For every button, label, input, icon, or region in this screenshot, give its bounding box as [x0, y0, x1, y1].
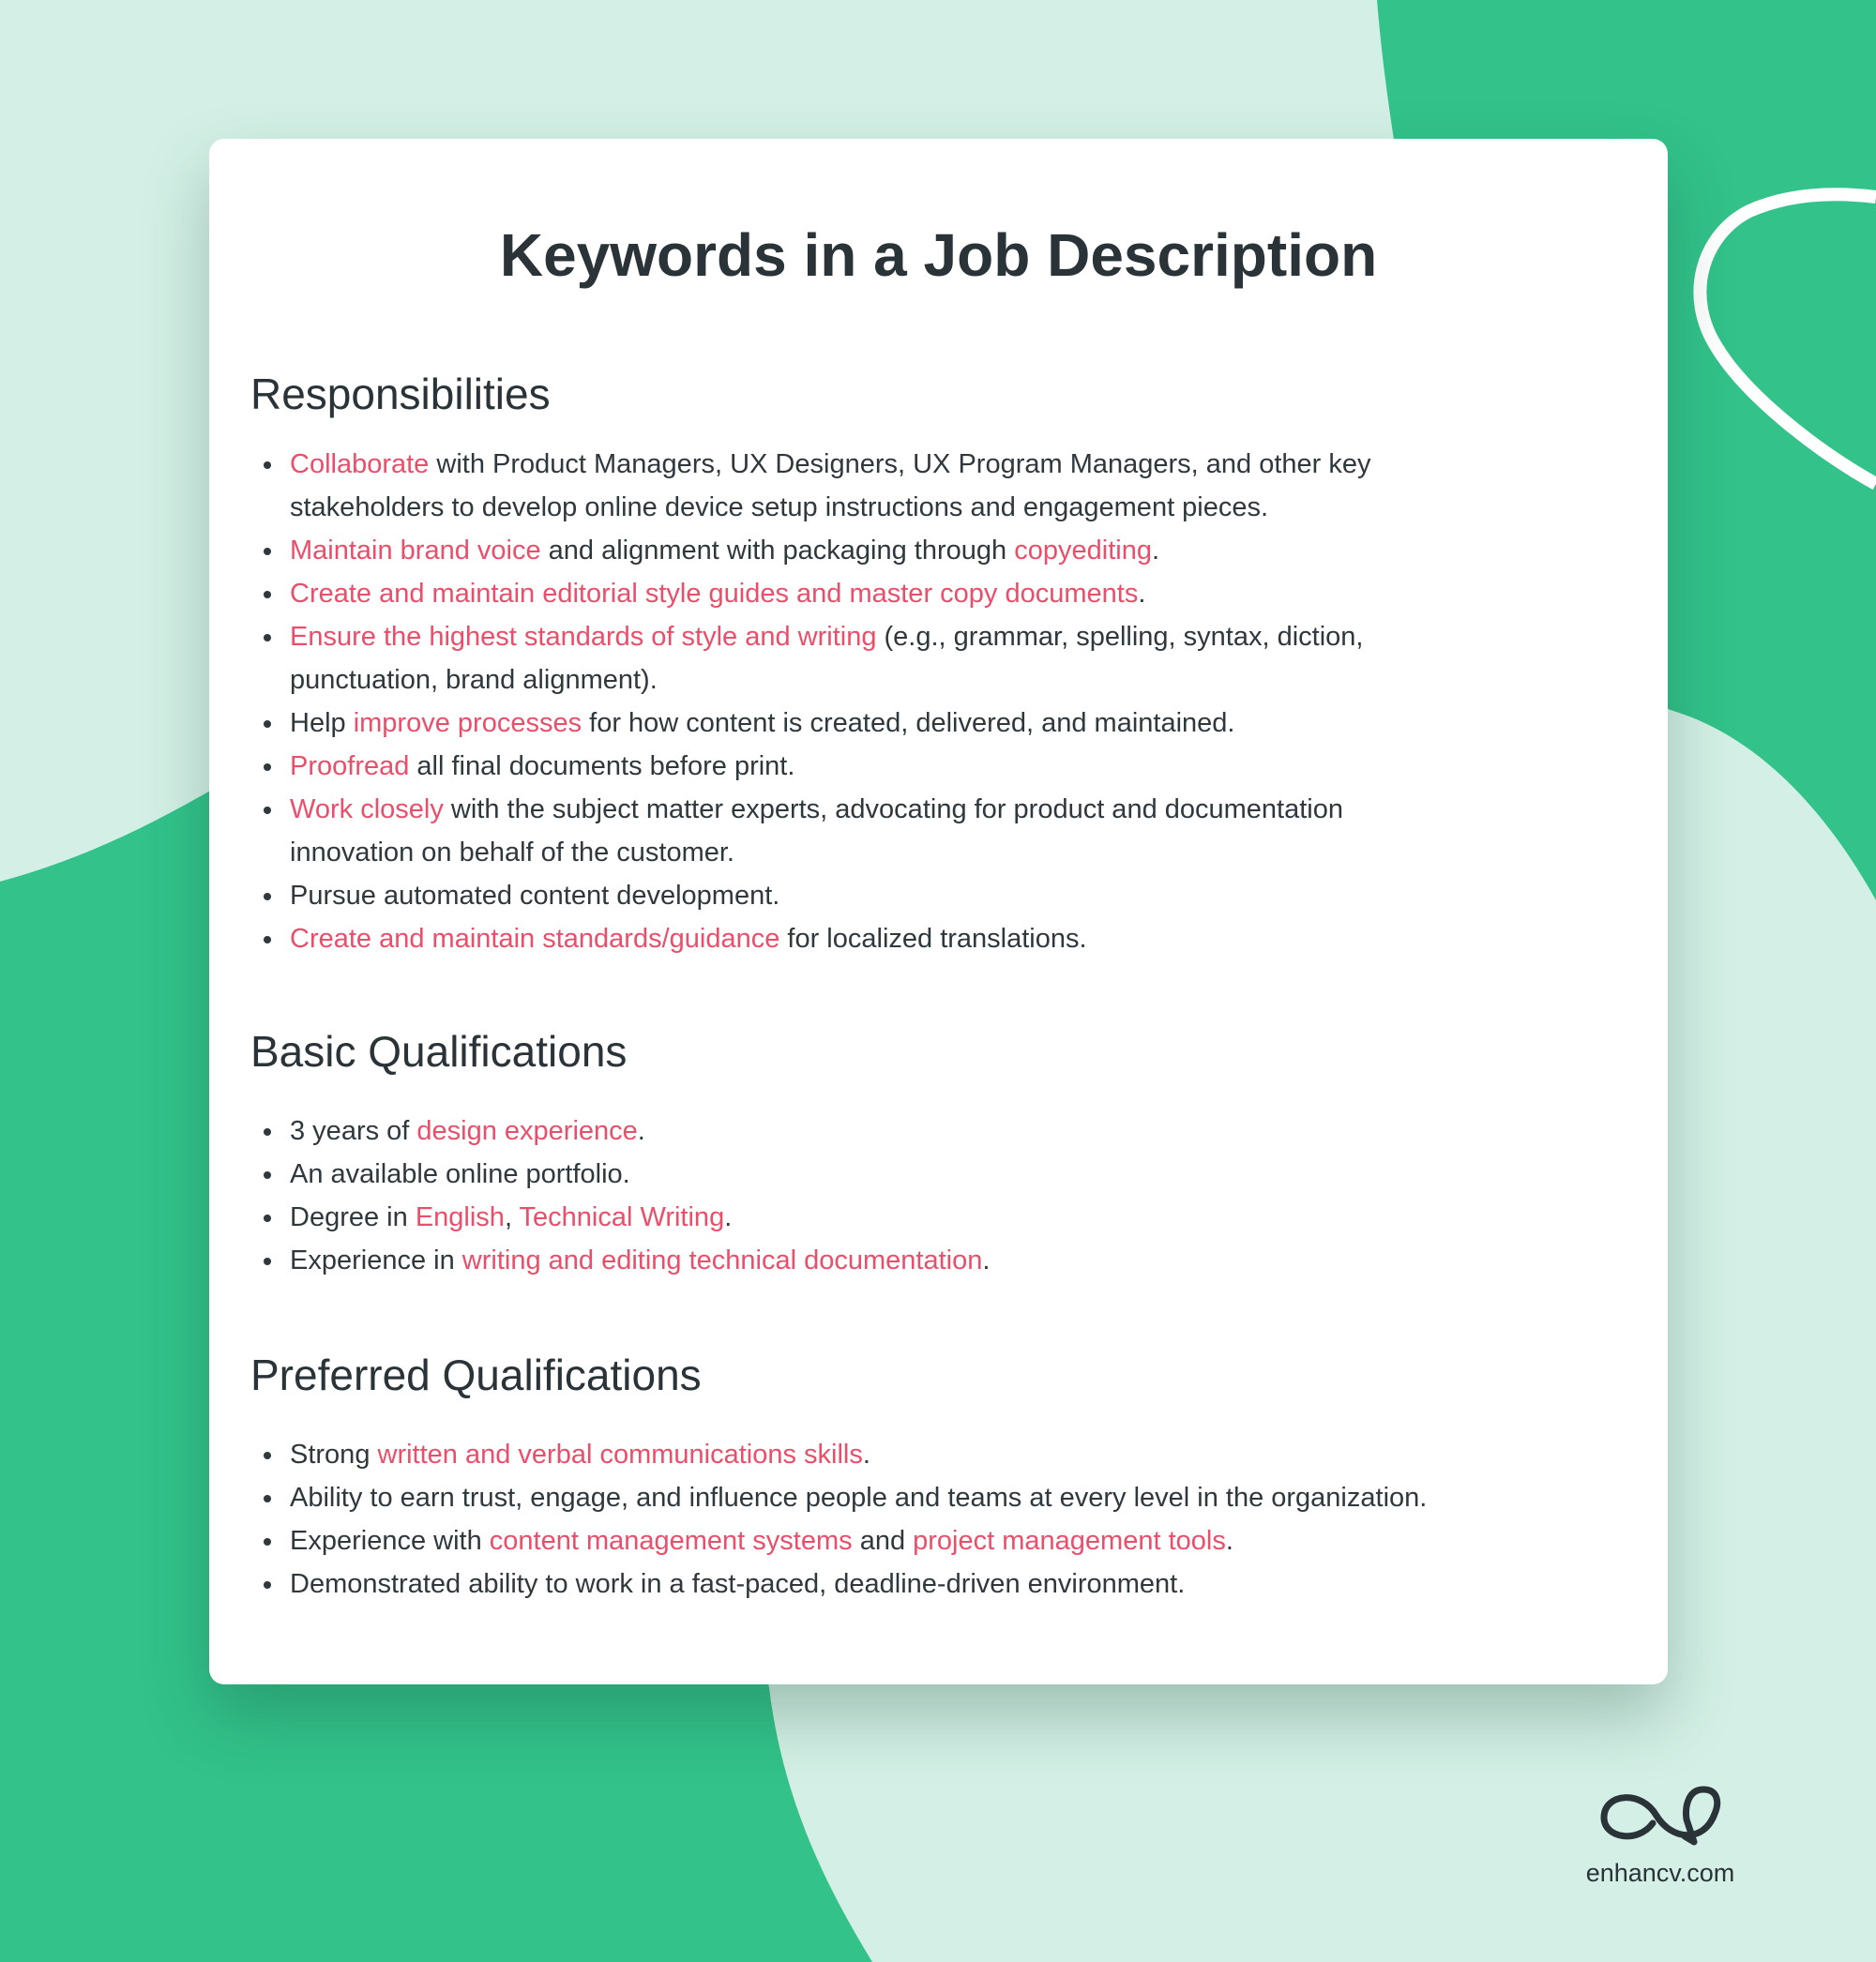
keyword-highlight: content management systems [489, 1526, 853, 1557]
list-item [250, 1562, 1448, 1606]
item-text: . [982, 1245, 991, 1276]
preferred-qualifications-list [250, 1433, 1626, 1606]
section-title-basic-qualifications: Basic Qualifications [250, 1026, 628, 1076]
item-text: with Product Managers, UX Designers, UX Program Managers, and other key stakeholders to develop online device setup instructions and engagement pieces. [290, 448, 1371, 522]
keyword-highlight: improve processes [353, 707, 582, 738]
list-item [250, 615, 1448, 702]
keyword-highlight: Maintain brand voice [290, 535, 541, 566]
item-text: (e.g., grammar, spelling, syntax, diction, punctuation, brand alignment). [290, 621, 1364, 695]
section-title-preferred-qualifications: Preferred Qualifications [250, 1351, 702, 1400]
keyword-highlight: Work closely [290, 793, 444, 824]
item-text: for localized translations. [779, 923, 1087, 954]
item-text: all final documents before print. [409, 750, 795, 781]
list-item [250, 917, 1448, 960]
infinity-heart-icon [1598, 1782, 1722, 1849]
list-item [250, 1196, 1448, 1239]
list-item [250, 1476, 1448, 1519]
item-text: , [504, 1202, 520, 1233]
basic-qualifications-list [250, 1109, 1626, 1282]
list-item [250, 745, 1448, 788]
item-text: and [852, 1526, 914, 1557]
list-item [250, 702, 1448, 745]
keyword-highlight: project management tools [913, 1526, 1226, 1557]
list-item [250, 1239, 1448, 1282]
keyword-highlight: Ensure the highest standards of style and writing [290, 621, 877, 652]
section-title-responsibilities: Responsibilities [250, 369, 551, 418]
keyword-highlight: Proofread [290, 750, 410, 781]
preferred-qualifications-section [250, 1350, 1626, 1606]
item-text: Degree in [290, 1202, 416, 1233]
keyword-highlight: writing and editing technical documentation [461, 1245, 983, 1276]
keyword-highlight: Create and maintain standards/guidance [290, 923, 780, 954]
job-description-card [209, 139, 1668, 1684]
responsibilities-list [250, 443, 1626, 960]
item-text: Help [290, 707, 354, 738]
item-text: with the subject matter experts, advocating for product and documentation innovation on behalf of the customer. [290, 793, 1343, 868]
item-text: Experience with [290, 1526, 490, 1557]
list-item [250, 1109, 1448, 1153]
list-item [250, 788, 1448, 874]
keyword-highlight: Collaborate [290, 448, 430, 479]
list-item [250, 1433, 1448, 1476]
enhancv-logo[interactable] [1576, 1782, 1745, 1888]
keyword-highlight: written and verbal communications skills [377, 1440, 863, 1471]
list-item [250, 874, 1448, 917]
keyword-highlight: English [415, 1202, 505, 1233]
list-item [250, 1519, 1448, 1562]
item-text: Ability to earn trust, engage, and influence people and teams at every level in the organization. [290, 1483, 1428, 1514]
item-text: Experience in [290, 1245, 462, 1276]
item-text: . [724, 1202, 733, 1233]
keyword-highlight: copyediting [1014, 535, 1152, 566]
item-text: 3 years of [290, 1116, 417, 1147]
item-text: . [1151, 535, 1160, 566]
item-text: . [1138, 578, 1146, 609]
list-item [250, 529, 1448, 572]
list-item [250, 443, 1448, 529]
list-item [250, 1153, 1448, 1196]
item-text: An available online portfolio. [290, 1159, 630, 1190]
item-text: Strong [290, 1440, 378, 1471]
keyword-highlight: Technical Writing [519, 1202, 725, 1233]
list-item [250, 572, 1448, 615]
keyword-highlight: Create and maintain editorial style guides and master copy documents [290, 578, 1139, 609]
item-text: . [637, 1116, 645, 1147]
basic-qualifications-section [250, 1026, 1626, 1282]
item-text: . [862, 1440, 870, 1471]
item-text: for how content is created, delivered, and maintained. [582, 707, 1235, 738]
logo-text: enhancv.com [1585, 1859, 1735, 1887]
responsibilities-section [250, 369, 1626, 960]
item-text: and alignment with packaging through [540, 535, 1015, 566]
page-title: Keywords in a Job Description [499, 221, 1378, 289]
item-text: Demonstrated ability to work in a fast-paced, deadline-driven environment. [290, 1569, 1186, 1600]
item-text: Pursue automated content development. [290, 880, 780, 911]
keyword-highlight: design experience [416, 1116, 638, 1147]
item-text: . [1225, 1526, 1233, 1557]
